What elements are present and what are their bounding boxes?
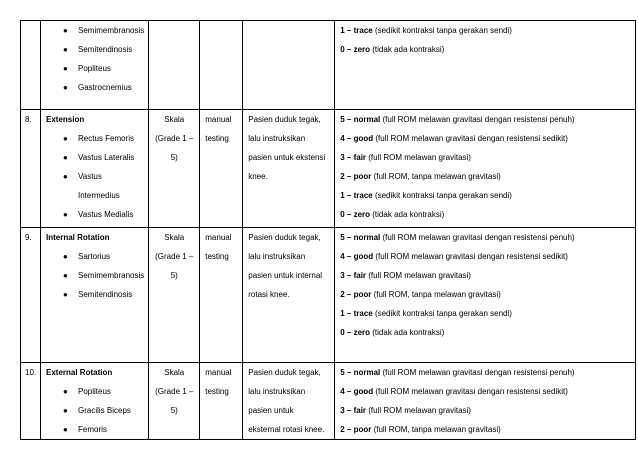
- grade-desc: (tidak ada kontraksi): [370, 45, 445, 54]
- grade-desc: (full ROM melawan gravitasi): [366, 153, 471, 162]
- muscle-name: Semitendinosis: [78, 45, 133, 54]
- position-cell: [243, 110, 335, 228]
- movement-title: Internal Rotation: [46, 233, 110, 242]
- position-line: knee.: [248, 172, 268, 181]
- tool-cell: [149, 110, 200, 228]
- grade-line: [335, 266, 635, 285]
- position-line: pasien untuk: [248, 406, 294, 415]
- grade-label: 5 – normal: [340, 115, 381, 124]
- method-line: manual: [205, 233, 232, 242]
- grade-desc: (full ROM melawan gravitasi dengan resistensi penuh): [380, 368, 575, 377]
- tool-line: 5): [170, 271, 178, 280]
- bullet-icon: ●: [63, 83, 68, 92]
- grade-line: [335, 186, 635, 205]
- muscle-name: Semitendinosis: [78, 290, 133, 299]
- grade-line: [335, 401, 635, 420]
- grade-desc: (sedikit kontraksi tanpa gerakan sendi): [372, 309, 512, 318]
- position-cell: [243, 21, 335, 110]
- grade-line: [335, 40, 635, 59]
- grade-desc: (full ROM melawan gravitasi dengan resistensi sedikit): [373, 252, 568, 261]
- grade-cell: [335, 21, 636, 110]
- grade-label: 5 – normal: [340, 233, 381, 242]
- tool-line: (Grade 1 –: [155, 252, 194, 261]
- method-line: testing: [205, 134, 229, 143]
- method-cell: [200, 110, 243, 228]
- muscle-cell: [41, 21, 149, 110]
- list-item: [41, 247, 148, 266]
- muscle-test-table: [20, 20, 636, 440]
- method-cell: [200, 363, 243, 440]
- grade-label: 2 – poor: [340, 172, 372, 181]
- method-line: testing: [205, 387, 229, 396]
- grade-label: 4 – good: [340, 387, 374, 396]
- grade-line: [335, 420, 635, 439]
- bullet-icon: ●: [63, 252, 68, 261]
- position-line: Pasien duduk tegak,: [248, 233, 321, 242]
- position-line: rotasi knee.: [248, 290, 290, 299]
- muscle-list: [41, 21, 148, 97]
- list-item: [41, 40, 148, 59]
- tool-line: 5): [170, 406, 178, 415]
- grade-cell: [335, 363, 636, 440]
- grade-desc: (tidak ada kontraksi): [370, 210, 445, 219]
- grade-desc: (full ROM, tanpa melawan gravitasi): [371, 425, 501, 434]
- grade-label: 1 – trace: [340, 26, 373, 35]
- bullet-icon: ●: [63, 290, 68, 299]
- grade-line: [335, 110, 635, 129]
- grade-label: 4 – good: [340, 134, 374, 143]
- tool-cell: [149, 228, 200, 363]
- muscle-name: Gastrocnemius: [78, 83, 132, 92]
- tool-line: Skala: [164, 115, 185, 124]
- grade-label: 0 – zero: [340, 45, 371, 54]
- muscle-name: Semimembranosis: [78, 271, 145, 280]
- grade-line: [335, 205, 635, 224]
- grade-line: [335, 285, 635, 304]
- position-line: lalu instruksikan: [248, 134, 306, 143]
- bullet-icon: ●: [63, 210, 68, 219]
- muscle-list: [41, 129, 148, 224]
- bullet-icon: ●: [63, 26, 68, 35]
- muscle-name: Sartorius: [78, 252, 111, 261]
- position-line: pasien untuk ekstensi: [248, 153, 326, 162]
- bullet-icon: ●: [63, 406, 68, 415]
- grade-label: 2 – poor: [340, 290, 372, 299]
- tool-cell: [149, 363, 200, 440]
- bullet-icon: ●: [63, 271, 68, 280]
- muscle-name: Rectus Femoris: [78, 134, 135, 143]
- bullet-icon: ●: [63, 45, 68, 54]
- position-line: Pasien duduk tegak,: [248, 368, 321, 377]
- grade-label: 3 – fair: [340, 271, 367, 280]
- method-line: manual: [205, 115, 232, 124]
- bullet-icon: ●: [63, 172, 68, 181]
- position-line: Pasien duduk tegak,: [248, 115, 321, 124]
- grade-desc: (full ROM melawan gravitasi): [366, 271, 471, 280]
- tool-cell: [149, 21, 200, 110]
- method-line: manual: [205, 368, 232, 377]
- grade-line: [335, 129, 635, 148]
- grade-cell: [335, 228, 636, 363]
- grade-line: [335, 21, 635, 40]
- no-cell: [21, 21, 41, 110]
- grade-label: 1 – trace: [340, 191, 373, 200]
- muscle-cell: [41, 228, 149, 363]
- grade-line: [335, 304, 635, 323]
- grade-line: [335, 382, 635, 401]
- muscle-name: Femoris: [78, 425, 107, 434]
- table-row: [21, 21, 636, 110]
- list-item: [41, 401, 148, 420]
- grade-label: 0 – zero: [340, 328, 371, 337]
- grade-desc: (full ROM melawan gravitasi dengan resistensi sedikit): [373, 387, 568, 396]
- grade-desc: (full ROM, tanpa melawan gravitasi): [371, 290, 501, 299]
- grade-desc: (full ROM melawan gravitasi dengan resistensi sedikit): [373, 134, 568, 143]
- grade-cell: [335, 110, 636, 228]
- list-item: [41, 78, 148, 97]
- muscle-name: Vastus Medialis: [78, 210, 134, 219]
- position-line: lalu instruksikan: [248, 252, 306, 261]
- position-line: lalu instruksikan: [248, 387, 306, 396]
- tool-line: (Grade 1 –: [155, 387, 194, 396]
- muscle-name: Popliteus: [78, 387, 111, 396]
- muscle-name: Vastus Lateralis: [78, 153, 135, 162]
- grade-desc: (tidak ada kontraksi): [370, 328, 445, 337]
- bullet-icon: ●: [63, 387, 68, 396]
- muscle-name: Popliteus: [78, 64, 111, 73]
- grade-desc: (full ROM melawan gravitasi dengan resistensi penuh): [380, 233, 575, 242]
- position-cell: [243, 228, 335, 363]
- muscle-cell: [41, 110, 149, 228]
- table-row: [21, 363, 636, 440]
- position-cell: [243, 363, 335, 440]
- position-line: pasien untuk internal: [248, 271, 323, 280]
- list-item: [41, 266, 148, 285]
- grade-label: 0 – zero: [340, 210, 371, 219]
- muscle-name: Semimembranosis: [78, 26, 145, 35]
- grade-label: 4 – good: [340, 252, 374, 261]
- method-line: testing: [205, 252, 229, 261]
- tool-line: Skala: [164, 233, 185, 242]
- no-cell: 9.: [21, 228, 41, 363]
- movement-title: External Rotation: [46, 368, 113, 377]
- grade-line: [335, 247, 635, 266]
- table-row: [21, 110, 636, 228]
- bullet-icon: ●: [63, 134, 68, 143]
- grade-line: [335, 228, 635, 247]
- muscle-list: [41, 247, 148, 304]
- list-item: [41, 129, 148, 148]
- tool-line: (Grade 1 –: [155, 134, 194, 143]
- grade-desc: (full ROM, tanpa melawan gravitasi): [371, 172, 501, 181]
- grade-line: [335, 167, 635, 186]
- list-item: [41, 59, 148, 78]
- movement-title: Extension: [46, 115, 85, 124]
- muscle-list: [41, 382, 148, 439]
- grade-label: 2 – poor: [340, 425, 372, 434]
- list-item: [41, 21, 148, 40]
- muscle-cell: [41, 363, 149, 440]
- grade-line: [335, 148, 635, 167]
- no-cell: 10.: [21, 363, 41, 440]
- bullet-icon: ●: [63, 64, 68, 73]
- grade-desc: (sedikit kontraksi tanpa gerakan sendi): [372, 191, 512, 200]
- tool-line: Skala: [164, 368, 185, 377]
- list-item: [41, 382, 148, 401]
- position-line: eksternal rotasi knee.: [248, 425, 325, 434]
- grade-label: 3 – fair: [340, 153, 367, 162]
- muscle-name: Gracilis Biceps: [78, 406, 131, 415]
- grade-desc: (full ROM melawan gravitasi dengan resistensi penuh): [380, 115, 575, 124]
- grade-label: 1 – trace: [340, 309, 373, 318]
- list-item: [41, 148, 148, 167]
- grade-label: 5 – normal: [340, 368, 381, 377]
- grade-line: [335, 323, 635, 342]
- bullet-icon: ●: [63, 425, 68, 434]
- method-cell: [200, 21, 243, 110]
- list-item: [41, 167, 148, 205]
- tool-line: 5): [170, 153, 178, 162]
- grade-desc: (full ROM melawan gravitasi): [366, 406, 471, 415]
- method-cell: [200, 228, 243, 363]
- table-row: [21, 228, 636, 363]
- grade-label: 3 – fair: [340, 406, 367, 415]
- bullet-icon: ●: [63, 153, 68, 162]
- list-item: [41, 285, 148, 304]
- grade-desc: (sedikit kontraksi tanpa gerakan sendi): [372, 26, 512, 35]
- list-item: [41, 420, 148, 439]
- no-cell: 8.: [21, 110, 41, 228]
- list-item: [41, 205, 148, 224]
- grade-line: [335, 363, 635, 382]
- muscle-name: Vastus Intermedius: [78, 172, 120, 200]
